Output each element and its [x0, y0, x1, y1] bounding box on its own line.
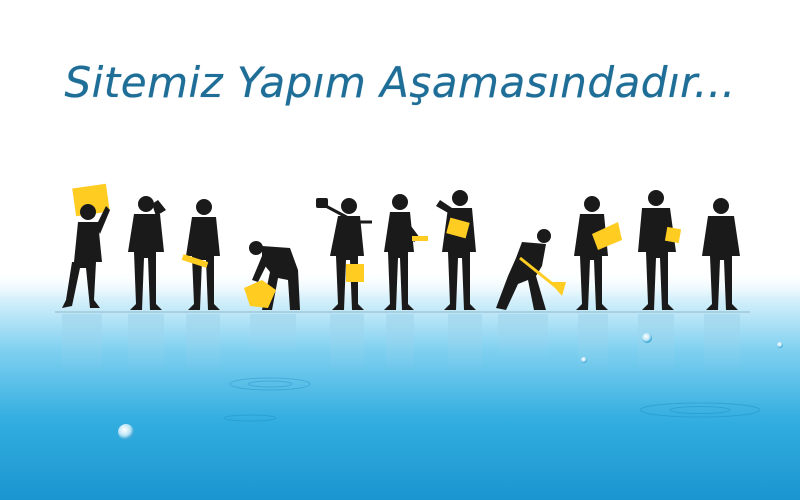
- page-title: Sitemiz Yapım Aşamasındadır...: [64, 58, 736, 107]
- water-drop-icon: [118, 424, 134, 440]
- water-drop-icon: [642, 333, 652, 343]
- water-drop-icon: [581, 357, 587, 363]
- water-drop-icon: [777, 342, 783, 348]
- reflections: [62, 314, 740, 374]
- water-background: [0, 270, 800, 500]
